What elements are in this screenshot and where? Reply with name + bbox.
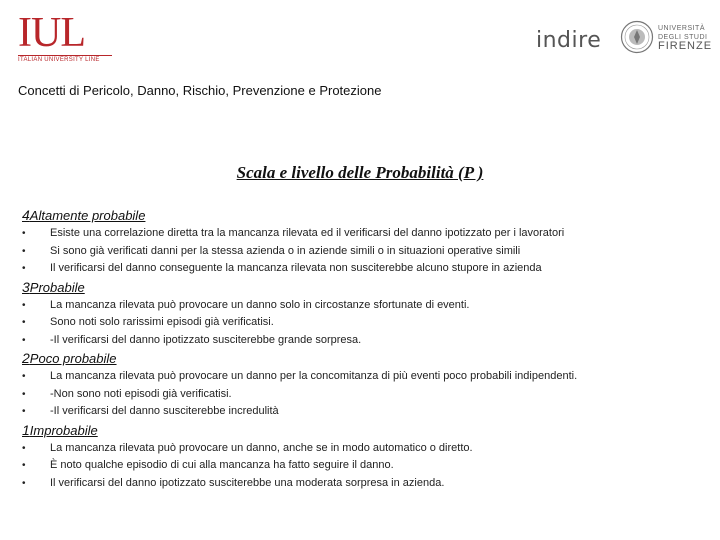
list-item	[22, 297, 712, 315]
list-item	[22, 403, 712, 421]
list-item	[22, 386, 712, 404]
list-item	[22, 368, 712, 386]
list-item	[22, 243, 712, 261]
bullet-icon: •	[22, 245, 26, 257]
bullet-icon: •	[22, 442, 26, 454]
bullet-icon: •	[22, 388, 26, 400]
level-items	[22, 297, 712, 350]
probability-levels	[22, 206, 712, 492]
item-text: -Il verificarsi del danno ipotizzato susciterebbe grande sorpresa.	[50, 333, 362, 346]
bullet-icon: •	[22, 334, 26, 346]
unifi-line-3: FIRENZE	[658, 40, 713, 52]
level-heading	[22, 421, 712, 440]
level-number: 1	[22, 421, 30, 438]
iul-logo	[18, 12, 118, 64]
iul-logo-tagline: ITALIAN UNIVERSITY LINE	[18, 55, 112, 63]
bullet-icon: •	[22, 371, 26, 382]
level-items	[22, 440, 712, 493]
indire-logo: indire	[536, 28, 602, 53]
iul-logo-letters: IUL	[18, 10, 85, 56]
level-3	[22, 278, 712, 350]
list-item	[22, 260, 712, 278]
item-text: Il verificarsi del danno ipotizzato susciterebbe una moderata sorpresa in azienda.	[50, 476, 445, 489]
level-heading	[22, 206, 712, 225]
item-text: Sono noti solo rarissimi episodi già verificatisi.	[50, 316, 274, 328]
bullet-icon: •	[22, 406, 26, 417]
list-item	[22, 314, 712, 332]
bullet-icon: •	[22, 299, 26, 311]
level-2	[22, 349, 712, 421]
slide-title: Scala e livello delle Probabilità (P )	[236, 163, 484, 182]
list-item	[22, 225, 712, 243]
level-number: 2	[22, 350, 30, 366]
unifi-logo-text	[658, 24, 712, 51]
item-text: La mancanza rilevata può provocare un danno per la concomitanza di più eventi poco probabili indipendenti.	[50, 370, 578, 382]
list-item	[22, 440, 712, 458]
unifi-logo	[620, 20, 713, 60]
slide-subtitle: Concetti di Pericolo, Danno, Rischio, Prevenzione e Protezione	[18, 83, 382, 98]
item-text: La mancanza rilevata può provocare un danno, anche se in modo automatico o diretto.	[50, 441, 473, 454]
level-heading	[22, 349, 712, 368]
level-number: 3	[22, 278, 30, 295]
item-text: È noto qualche episodio di cui alla mancanza ha fatto seguire il danno.	[50, 459, 394, 471]
level-label: Improbabile	[29, 422, 98, 438]
unifi-line-2: DEGLI STUDI	[658, 34, 708, 41]
bullet-icon: •	[22, 263, 26, 274]
level-1	[22, 421, 712, 493]
level-heading	[22, 278, 712, 297]
level-label: Probabile	[29, 279, 85, 295]
level-items	[22, 368, 712, 421]
item-text: Il verificarsi del danno conseguente la mancanza rilevata non susciterebbe alcuno stupore in azienda	[50, 262, 542, 274]
bullet-icon: •	[22, 460, 26, 471]
list-item	[22, 457, 712, 475]
level-label: Poco probabile	[29, 351, 117, 366]
list-item	[22, 332, 712, 350]
bullet-icon: •	[22, 317, 26, 328]
level-items	[22, 225, 712, 278]
item-text: La mancanza rilevata può provocare un danno solo in circostanze sfortunate di eventi.	[50, 298, 470, 311]
item-text: -Il verificarsi del danno susciterebbe incredulità	[50, 405, 279, 417]
bullet-icon: •	[22, 477, 26, 489]
item-text: -Non sono noti episodi già verificatisi.	[50, 387, 232, 400]
item-text: Esiste una correlazione diretta tra la mancanza rilevata ed il verificarsi del danno ipotizzato per i lavoratori	[50, 227, 565, 239]
university-seal-icon	[620, 20, 654, 54]
list-item	[22, 475, 712, 493]
bullet-icon: •	[22, 228, 26, 239]
unifi-line-1: UNIVERSITÀ	[658, 25, 706, 32]
level-number: 4	[22, 207, 30, 223]
item-text: Si sono già verificati danni per la stessa azienda o in aziende simili o in situazioni operative simili	[50, 244, 521, 257]
level-4	[22, 206, 712, 278]
level-label: Altamente probabile	[29, 208, 146, 223]
